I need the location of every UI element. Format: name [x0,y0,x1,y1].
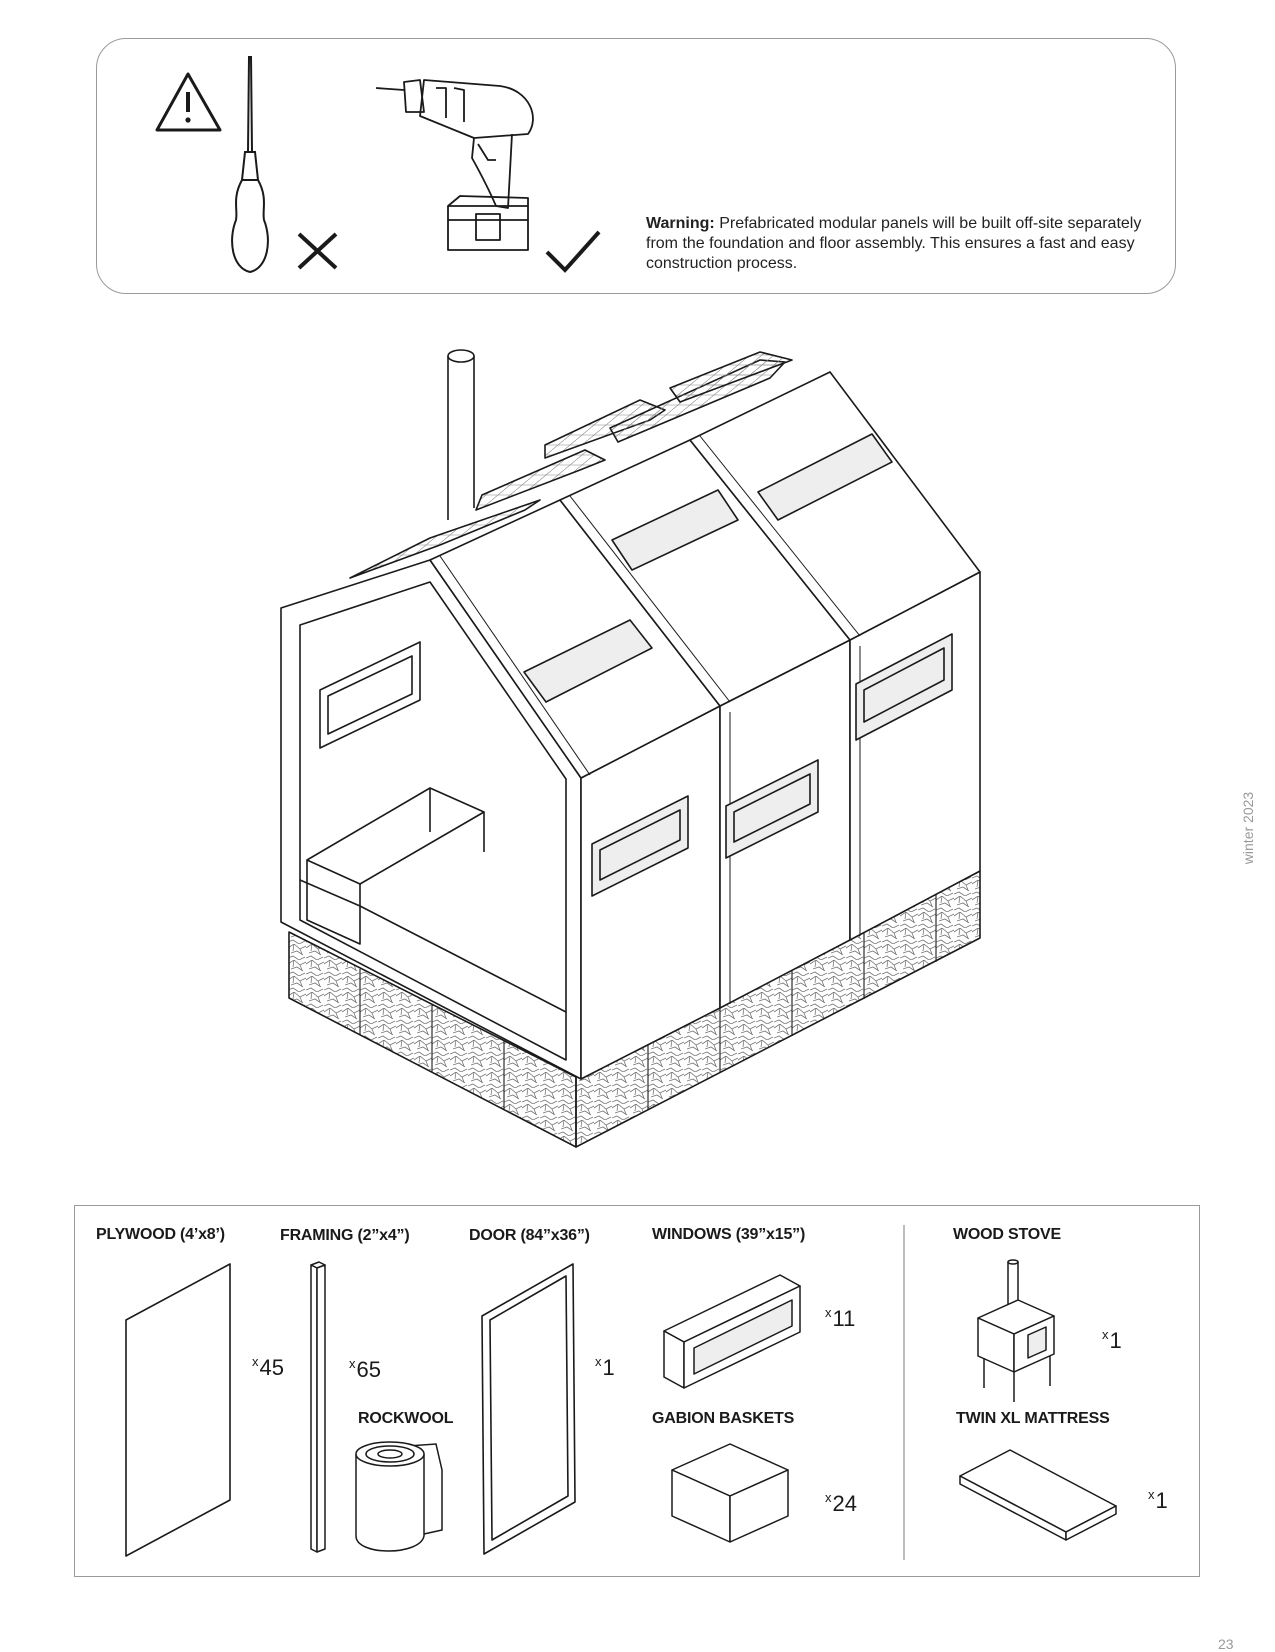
material-label-framing: FRAMING (2”x4”) [280,1227,410,1244]
quantity-mattress: $^x$1 [1148,1487,1168,1513]
warning-body: Prefabricated modular panels will be built off-site separately from the foundation and floor assembly. This ensures a fast and easy construction process. [646,215,1142,272]
material-label-door: DOOR (84”x36”) [469,1227,590,1244]
page-number: 23 [1218,1636,1234,1652]
material-label-windows: WINDOWS (39”x15”) [652,1226,806,1243]
material-label-mattress: TWIN XL MATTRESS [956,1410,1110,1427]
quantity-plywood: $^x$45 [252,1354,284,1380]
quantity-wood-stove: $^x$1 [1102,1327,1122,1353]
warning-label: Warning: [646,215,715,232]
side-note: winter 2023 [1240,791,1256,865]
material-label-rockwool: ROCKWOOL [358,1410,454,1427]
quantity-gabion: $^x$24 [825,1490,857,1516]
material-label-gabion: GABION BASKETS [652,1410,795,1427]
material-label-plywood: PLYWOOD (4’x8’) [96,1226,225,1243]
material-label-wood-stove: WOOD STOVE [953,1226,1061,1243]
quantity-windows: $^x$11 [825,1305,856,1331]
quantity-door: $^x$1 [595,1354,615,1380]
quantity-framing: $^x$65 [349,1356,381,1382]
